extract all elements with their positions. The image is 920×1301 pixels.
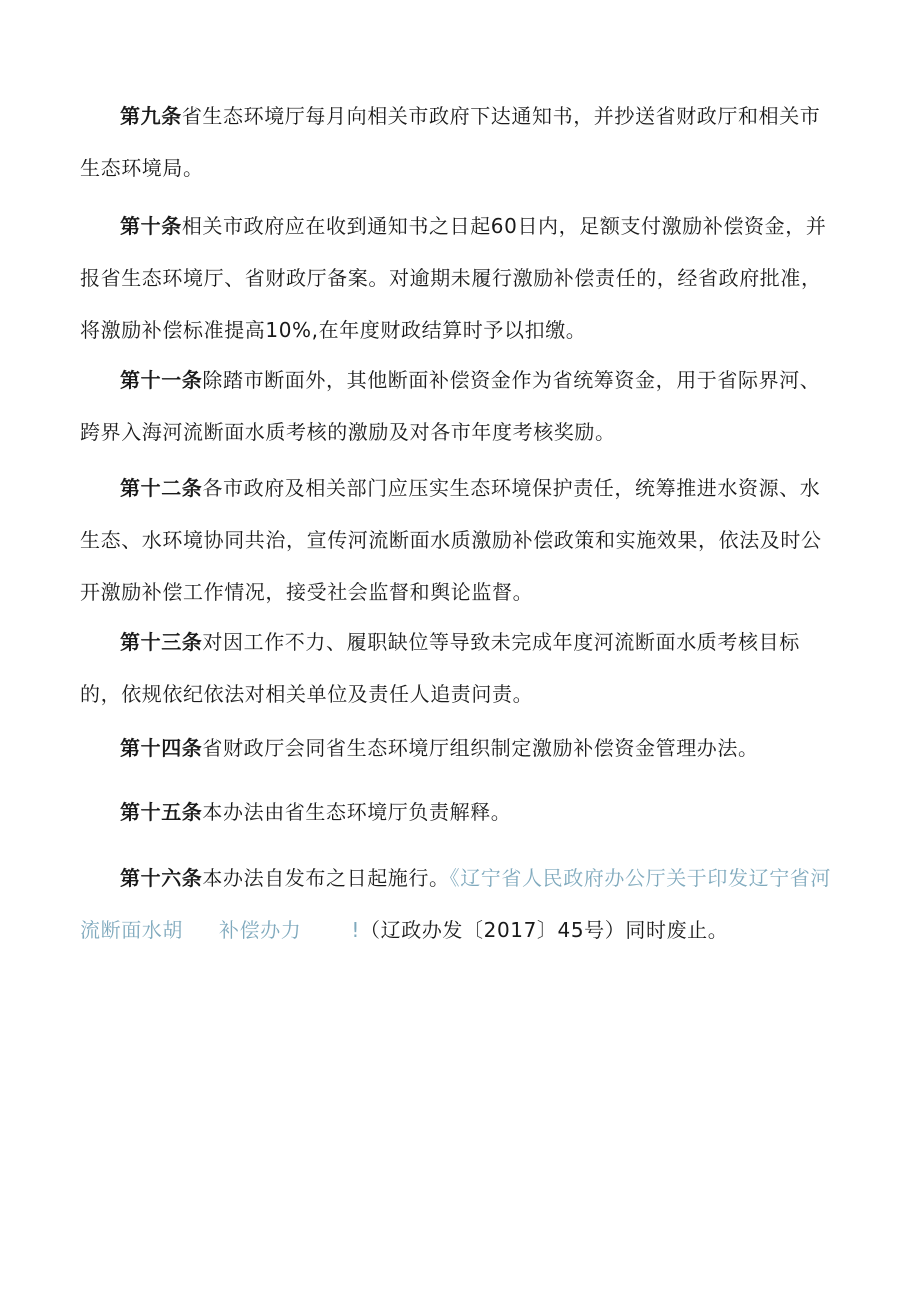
- article-body: 省生态环境厅每月向相关市政府下达通知书，并抄送省财政厅和相关市生态环境局。: [80, 104, 821, 180]
- article-9: [80, 90, 840, 194]
- article-label: 第十条: [120, 214, 182, 238]
- article-body: 相关市政府应在收到通知书之日起60日内，足额支付激励补偿资金，并报省生态环境厅、省财政厅备案。对逾期未履行激励补偿责任的，经省政府批准，将激励补偿标准提高10%,在年度财政结算时予以扣缴。: [80, 214, 827, 342]
- repealed-title-part-3: !: [351, 918, 361, 942]
- article-body: 本办法由省生态环境厅负责解释。: [202, 800, 512, 824]
- article-14: [80, 722, 840, 774]
- article-13: [80, 616, 840, 720]
- article-label: 第十一条: [120, 368, 203, 392]
- article-body: 省财政厅会同省生态环境厅组织制定激励补偿资金管理办法。: [202, 736, 759, 760]
- article-label: 第十二条: [120, 476, 203, 500]
- article-body-tail: （辽政办发〔2017〕45号）同时废止。: [360, 918, 729, 942]
- article-10: [80, 200, 840, 356]
- article-16: [80, 852, 840, 956]
- article-body: 除踏市断面外，其他断面补偿资金作为省统筹资金，用于省际界河、跨界入海河流断面水质考核的激励及对各市年度考核奖励。: [80, 368, 821, 444]
- article-12: [80, 462, 840, 618]
- article-label: 第十六条: [120, 866, 203, 890]
- article-body: 对因工作不力、履职缺位等导致未完成年度河流断面水质考核目标的，依规依纪依法对相关单位及责任人追责问责。: [80, 630, 800, 706]
- repealed-title-part-1: 《辽宁省人民政府办公厅关于印发辽宁省河流断面水胡: [80, 866, 832, 942]
- article-11: [80, 354, 840, 458]
- article-body: 本办法自发布之日起施行。: [202, 866, 450, 890]
- article-label: 第九条: [120, 104, 182, 128]
- repealed-title-part-2: 补偿办力: [219, 918, 302, 942]
- article-label: 第十四条: [120, 736, 203, 760]
- article-15: [80, 786, 840, 838]
- article-label: 第十五条: [120, 800, 203, 824]
- article-body: 各市政府及相关部门应压实生态环境保护责任，统筹推进水资源、水生态、水环境协同共治，宣传河流断面水质激励补偿政策和实施效果，依法及时公开激励补偿工作情况，接受社会监督和舆论监督。: [80, 476, 822, 604]
- article-label: 第十三条: [120, 630, 203, 654]
